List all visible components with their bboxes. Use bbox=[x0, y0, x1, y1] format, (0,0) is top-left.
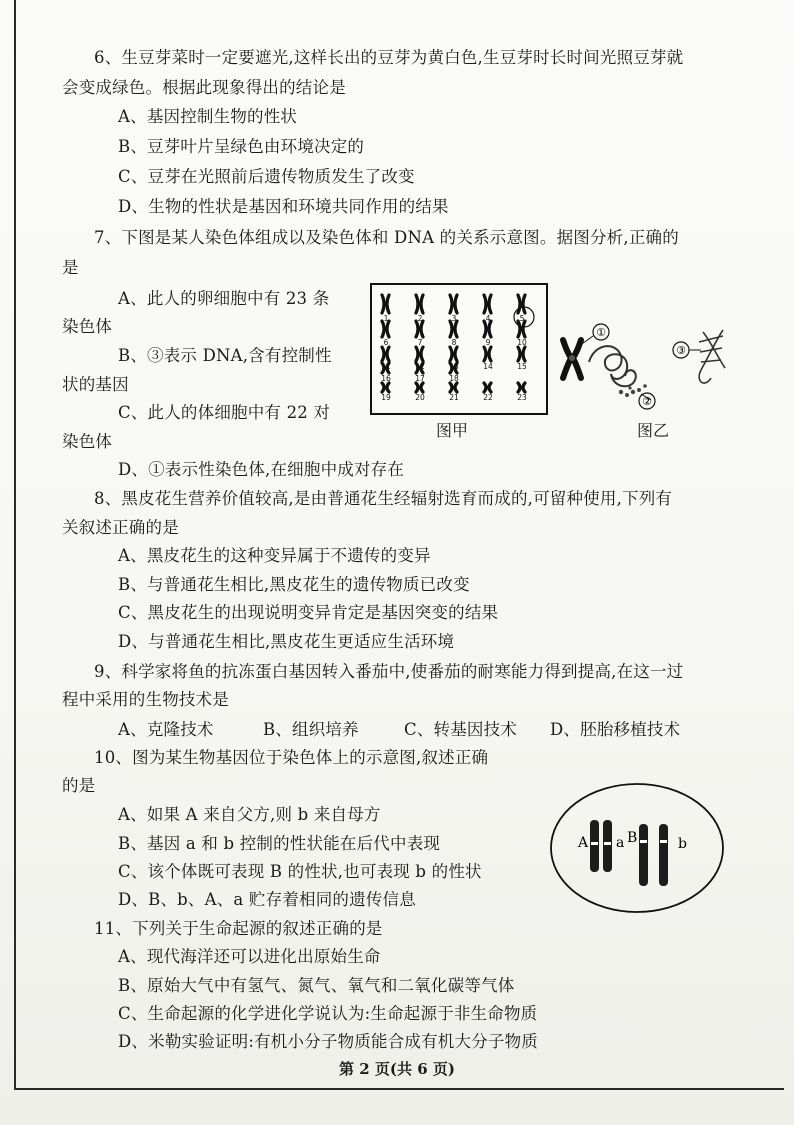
q10-option-d[interactable]: D、B、b、A、a 贮存着相同的遗传信息 bbox=[118, 890, 416, 909]
gene-band-b bbox=[660, 840, 667, 843]
q10-stem-line1: 10、图为某生物基因位于染色体上的示意图,叙述正确 bbox=[94, 748, 489, 767]
q11-option-d[interactable]: D、米勒实验证明:有机小分子物质能合成有机大分子物质 bbox=[118, 1032, 538, 1051]
cell-outline bbox=[551, 784, 723, 912]
q10-option-a[interactable]: A、如果 A 来自父方,则 b 来自母方 bbox=[118, 805, 381, 824]
chromosome-icon bbox=[563, 340, 581, 378]
q7-option-b-line2: 状的基因 bbox=[62, 375, 129, 394]
q10-option-b[interactable]: B、基因 a 和 b 控制的性状能在后代中表现 bbox=[118, 834, 441, 853]
karyotype-number-12: 12 bbox=[415, 362, 425, 371]
q11-stem: 11、下列关于生命起源的叙述正确的是 bbox=[94, 919, 383, 938]
karyotype-figure bbox=[370, 283, 550, 416]
gene-label-a: a bbox=[616, 835, 625, 851]
q8-stem-line1: 8、黑皮花生营养价值较高,是由普通花生经辐射选育而成的,可留种使用,下列有 bbox=[94, 489, 673, 508]
q9-option-b[interactable]: B、组织培养 bbox=[263, 720, 359, 739]
q6-option-b[interactable]: B、豆芽叶片呈绿色由环境决定的 bbox=[118, 137, 365, 156]
karyotype-number-23: 23 bbox=[517, 393, 527, 402]
gene-label-b: b bbox=[678, 836, 687, 852]
q8-option-d[interactable]: D、与普通花生相比,黑皮花生更适应生活环境 bbox=[118, 632, 455, 651]
karyotype-number-6: 6 bbox=[383, 338, 389, 347]
q11-option-c[interactable]: C、生命起源的化学进化学说认为:生命起源于非生命物质 bbox=[118, 1004, 538, 1023]
karyotype-number-18: 18 bbox=[449, 374, 459, 383]
karyotype-number-5: 5 bbox=[519, 314, 525, 323]
q7-option-c-line2: 染色体 bbox=[62, 432, 113, 451]
q8-stem-line2: 关叙述正确的是 bbox=[62, 518, 179, 537]
gene-chromosome-figure bbox=[548, 780, 726, 916]
q6-option-d[interactable]: D、生物的性状是基因和环境共同作用的结果 bbox=[118, 197, 449, 216]
gene-label-A: A bbox=[578, 835, 589, 851]
q6-option-a[interactable]: A、基因控制生物的性状 bbox=[118, 107, 298, 126]
karyotype-number-13: 13 bbox=[449, 362, 459, 371]
karyotype-number-16: 16 bbox=[381, 374, 391, 383]
q9-stem-line2: 程中采用的生物技术是 bbox=[62, 690, 229, 709]
karyotype-number-2: 2 bbox=[417, 314, 423, 323]
karyotype-number-20: 20 bbox=[415, 393, 425, 402]
q9-option-a[interactable]: A、克隆技术 bbox=[118, 720, 214, 739]
q7-option-d[interactable]: D、①表示性染色体,在细胞中成对存在 bbox=[118, 460, 405, 479]
q11-option-b[interactable]: B、原始大气中有氢气、氮气、氧气和二氧化碳等气体 bbox=[118, 976, 515, 995]
karyotype-number-14: 14 bbox=[483, 362, 493, 371]
gene-band-a bbox=[604, 842, 611, 845]
karyotype-number-19: 19 bbox=[381, 393, 391, 402]
q7-option-c-line1[interactable]: C、此人的体细胞中有 22 对 bbox=[118, 403, 331, 422]
q7-stem-line2: 是 bbox=[62, 258, 79, 277]
dna-helix-icon bbox=[699, 330, 725, 383]
karyotype-number-10: 10 bbox=[517, 338, 527, 347]
bottom-border-line bbox=[14, 1088, 784, 1090]
karyotype-number-3: 3 bbox=[451, 314, 457, 323]
karyotype-number-22: 22 bbox=[483, 393, 493, 402]
q8-option-b[interactable]: B、与普通花生相比,黑皮花生的遗传物质已改变 bbox=[118, 575, 470, 594]
coiled-chromatin-icon bbox=[589, 346, 636, 386]
karyotype-number-15: 15 bbox=[517, 362, 527, 371]
karyotype-number-4: 4 bbox=[485, 314, 491, 323]
q7-option-b-line1[interactable]: B、③表示 DNA,含有控制性 bbox=[118, 346, 332, 365]
label-3: ③ bbox=[676, 344, 686, 357]
karyotype-number-9: 9 bbox=[485, 338, 491, 347]
q6-stem-line2: 会变成绿色。根据此现象得出的结论是 bbox=[62, 78, 346, 97]
q8-option-c[interactable]: C、黑皮花生的出现说明变异肯定是基因突变的结果 bbox=[118, 603, 499, 622]
q6-stem-line1: 6、生豆芽菜时一定要遮光,这样长出的豆芽为黄白色,生豆芽时长时间光照豆芽就 bbox=[94, 48, 684, 67]
karyotype-number-7: 7 bbox=[417, 338, 423, 347]
karyotype-number-8: 8 bbox=[451, 338, 457, 347]
q7-option-a-line1[interactable]: A、此人的卵细胞中有 23 条 bbox=[118, 289, 330, 308]
chromosome-pair-1 bbox=[590, 820, 612, 872]
karyotype-number-21: 21 bbox=[449, 393, 459, 402]
chromosome-pair-2 bbox=[639, 824, 668, 886]
q9-option-c[interactable]: C、转基因技术 bbox=[404, 720, 518, 739]
label-1: ① bbox=[596, 326, 606, 339]
left-border-line bbox=[14, 0, 16, 1090]
gene-band-A bbox=[591, 842, 598, 845]
gene-label-B: B bbox=[627, 830, 638, 846]
q7-stem-line1: 7、下图是某人染色体组成以及染色体和 DNA 的关系示意图。据图分析,正确的 bbox=[94, 228, 679, 247]
gene-band-B bbox=[640, 840, 647, 843]
q9-option-d[interactable]: D、胚胎移植技术 bbox=[550, 720, 681, 739]
q8-option-a[interactable]: A、黑皮花生的这种变异属于不遗传的变异 bbox=[118, 546, 431, 565]
q10-stem-line2: 的是 bbox=[62, 776, 96, 795]
karyotype-number-11: 11 bbox=[381, 362, 391, 371]
q11-option-a[interactable]: A、现代海洋还可以进化出原始生命 bbox=[118, 947, 381, 966]
karyotype-number-1: 1 bbox=[383, 314, 389, 323]
figure-yi-caption: 图乙 bbox=[637, 421, 670, 440]
q9-stem-line1: 9、科学家将鱼的抗冻蛋白基因转入番茄中,使番茄的耐寒能力得到提高,在这一过 bbox=[94, 662, 684, 681]
chromosome-dna-figure bbox=[555, 312, 730, 417]
karyotype-number-17: 17 bbox=[415, 374, 425, 383]
q6-option-c[interactable]: C、豆芽在光照前后遗传物质发生了改变 bbox=[118, 167, 415, 186]
label-2: ② bbox=[642, 395, 652, 408]
figure-jia-caption: 图甲 bbox=[436, 421, 469, 440]
q10-option-c[interactable]: C、该个体既可表现 B 的性状,也可表现 b 的性状 bbox=[118, 862, 482, 881]
page-footer: 第 2 页(共 6 页) bbox=[339, 1060, 455, 1078]
q7-option-a-line2: 染色体 bbox=[62, 317, 113, 336]
